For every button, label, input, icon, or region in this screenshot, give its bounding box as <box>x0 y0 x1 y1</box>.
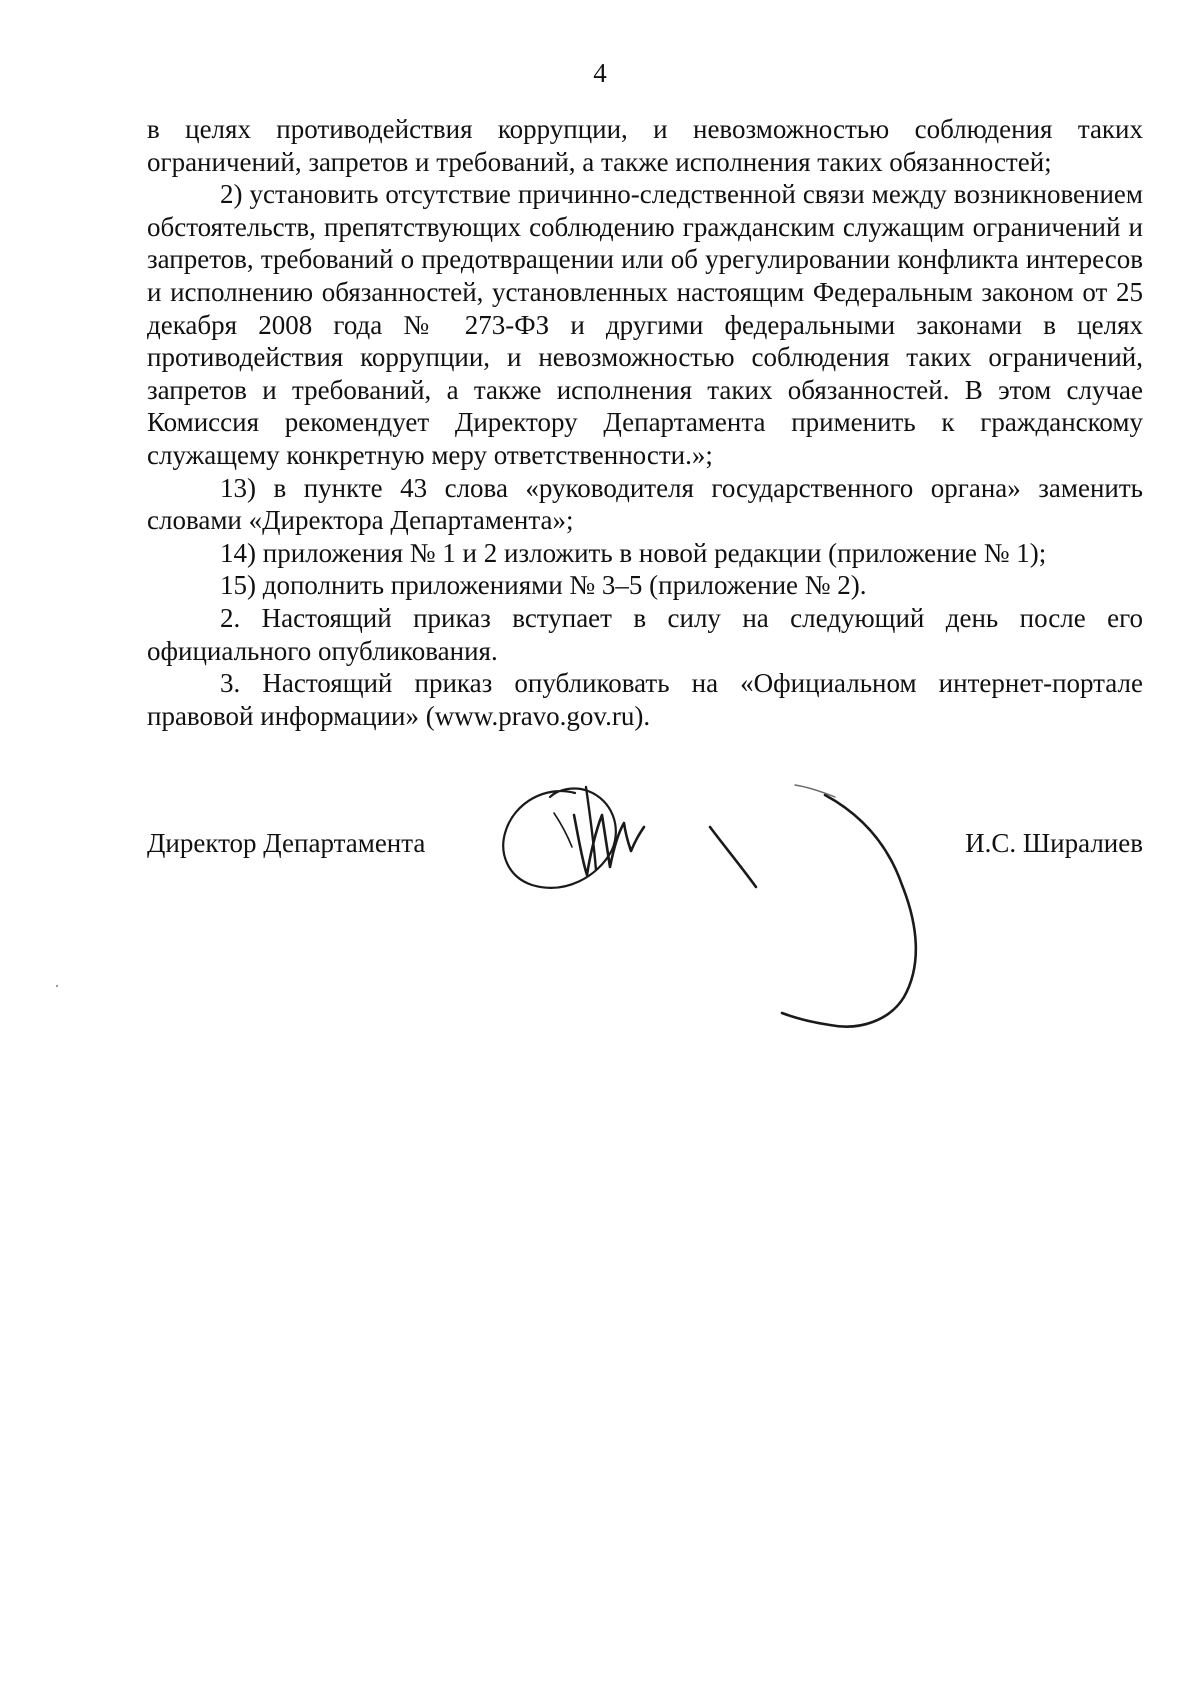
signatory-title: Директор Департамента <box>147 828 426 858</box>
signatory-name: И.С. Ширалиев <box>965 828 1143 858</box>
paragraph-continuation: в целях противодействия коррупции, и невозможностью соблюдения таких ограничений, запретов и требований, а также исполнения таких обязанностей; <box>147 114 1143 177</box>
scan-speck <box>56 985 58 987</box>
paragraph-item-2: 2) установить отсутствие причинно-следственной связи между возникновением обстоятельств, препятствующих соблюдению гражданским служащим ограничений и запретов, требований о предотвращении или об урегулировании конфликта интересов и исполнению обязанностей, установленных настоящим Федеральным законом от 25 декабря 2008 года № 273-ФЗ и другими федеральными законами в целях противодействия коррупции, и невозможностью соблюдения таких ограничений, запретов и требований, а также исполнения таких обязанностей. В этом случае Комиссия рекомендует Директору Департамента применить к гражданскому служащему конкретную меру ответственности.»; <box>147 179 1143 470</box>
page-number: 4 <box>593 58 607 88</box>
paragraph-item-13: 13) в пункте 43 слова «руководителя государственного органа» заменить словами «Директора Департамента»; <box>147 472 1143 536</box>
paragraph-item-15: 15) дополнить приложениями № 3–5 (приложение № 2). <box>220 570 867 601</box>
document-body <box>147 113 1143 732</box>
paragraph-clause-2: 2. Настоящий приказ вступает в силу на следующий день после его официального опубликования. <box>147 602 1143 666</box>
handwritten-signature <box>490 775 1030 1045</box>
paragraph-item-14: 14) приложения № 1 и 2 изложить в новой редакции (приложение № 1); <box>220 537 1047 568</box>
paragraph-clause-3: 3. Настоящий приказ опубликовать на «Официальном интернет-портале правовой информации» (www.pravo.gov.ru). <box>147 668 1143 731</box>
